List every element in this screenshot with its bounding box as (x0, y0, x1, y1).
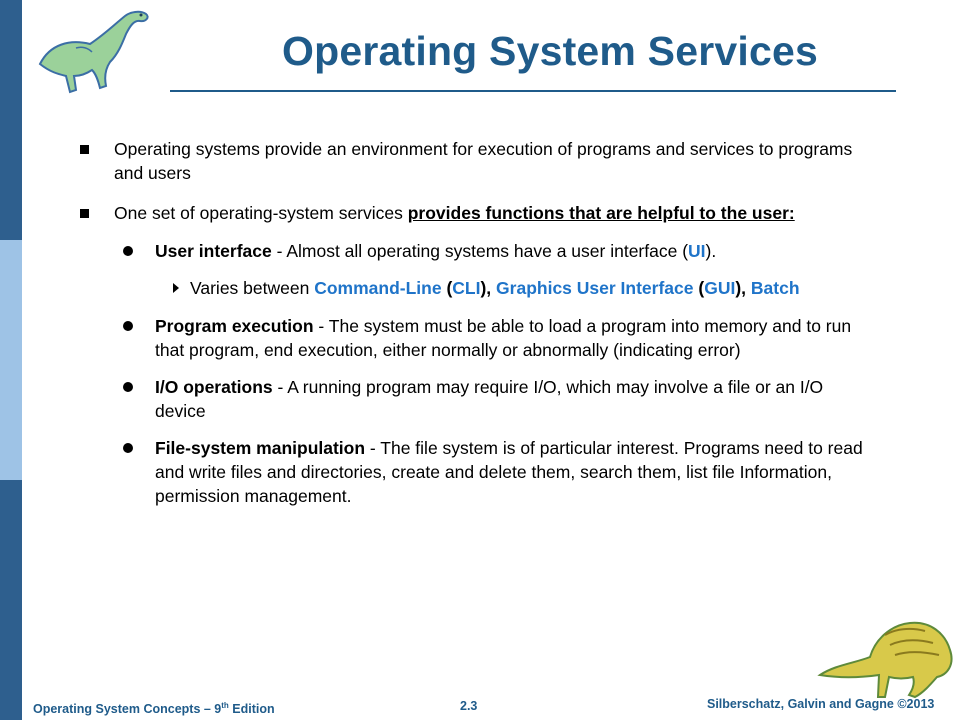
dinosaur-logo-top (30, 4, 160, 99)
program-execution-text: - The system must be able to load a program into memory and to run that program, end execution, either normally or abnormally (indicating error) (155, 316, 852, 360)
footer-book-title (33, 701, 275, 716)
bullet-interface-types (78, 276, 878, 300)
square-bullet-icon (80, 145, 89, 154)
round-bullet-icon (123, 246, 133, 256)
varies-text: Varies between (190, 278, 315, 298)
bullet-user-interface (78, 239, 878, 263)
footer-page-number: 2.3 (460, 699, 478, 713)
gui-abbreviation: GUI (704, 278, 736, 298)
bullet-file-system (78, 436, 878, 508)
bullet-helpful-services (78, 201, 878, 225)
user-interface-close: ). (705, 241, 717, 261)
cli-term: Command-Line (314, 278, 442, 298)
user-interface-text: - Almost all operating systems have a user interface ( (271, 241, 689, 261)
cli-paren-close: ), (480, 278, 497, 298)
gui-paren-open: ( (693, 278, 705, 298)
cli-paren-open: ( (441, 278, 453, 298)
gui-term: Graphics User Interface (496, 278, 694, 298)
bullet-environment-text: Operating systems provide an environment for execution of programs and services to programs and users (114, 139, 853, 183)
dinosaur-logo-bottom (815, 605, 960, 705)
round-bullet-icon (123, 382, 133, 392)
batch-term: Batch (750, 278, 800, 298)
gui-paren-close: ), (735, 278, 747, 298)
triangle-bullet-icon (173, 283, 179, 293)
user-interface-term: User interface (155, 241, 272, 261)
slide-title: Operating System Services (282, 28, 818, 74)
helpful-services-underlined: provides functions that are helpful to the user: (407, 203, 795, 223)
round-bullet-icon (123, 443, 133, 453)
file-system-term: File-system manipulation (155, 438, 366, 458)
file-system-text: - The file system is of particular interest. Programs need to read and write files and directories, create and delete them, search them, list file Information, permission management. (155, 438, 863, 506)
square-bullet-icon (80, 209, 89, 218)
program-execution-term: Program execution (155, 316, 314, 336)
round-bullet-icon (123, 321, 133, 331)
io-operations-text: - A running program may require I/O, which may involve a file or an I/O device (155, 377, 824, 421)
left-sidebar-bar (0, 0, 22, 720)
bullet-environment (78, 137, 878, 185)
ui-abbreviation: UI (688, 241, 706, 261)
helpful-services-intro: One set of operating-system services (114, 203, 408, 223)
footer-authors: Silberschatz, Galvin and Gagne ©2013 (707, 697, 935, 711)
footer-book-sup: th (221, 701, 229, 710)
bullet-io-operations (78, 375, 878, 423)
footer-book-suffix: Edition (228, 702, 275, 717)
cli-abbreviation: CLI (452, 278, 481, 298)
title-underline (170, 90, 896, 92)
slide-content (78, 137, 878, 521)
bullet-program-execution (78, 314, 878, 362)
footer-book-prefix: Operating System Concepts – 9 (33, 702, 222, 717)
io-operations-term: I/O operations (155, 377, 273, 397)
